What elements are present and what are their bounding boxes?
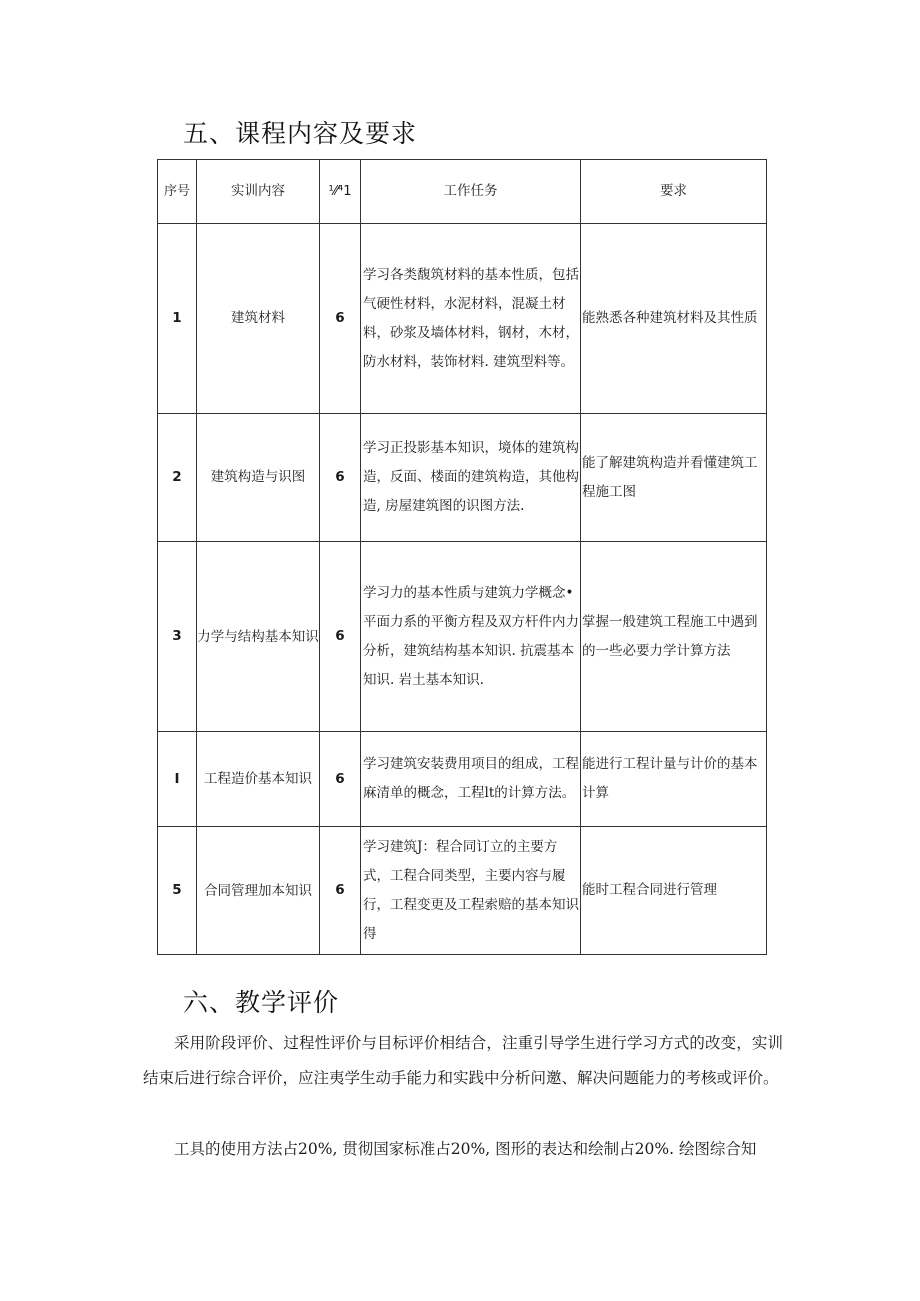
row-hours: 6 bbox=[320, 542, 361, 732]
row-req: 能熟悉各种建筑材料及其性质 bbox=[581, 224, 767, 414]
row-req: 能时工程合同进行管理 bbox=[581, 827, 767, 955]
table-row bbox=[158, 542, 767, 732]
row-task: 学习建筑J：程合同订立的主要方式，工程合同类型，主要内容与履行，工程变更及工程索赔的基本知识得 bbox=[361, 827, 581, 955]
row-name-text: 工程造价基本知识 bbox=[204, 771, 312, 787]
header-task: 工作任务 bbox=[361, 160, 581, 224]
row-no: 5 bbox=[158, 827, 197, 955]
evaluation-paragraph-1: 采用阶段评价、过程性评价与目标评价相结合，注重引导学生进行学习方式的改变，实训结束后进行综合评价，应注夷学生动手能力和实践中分析问邀、解决问题能力的考核或评价。 bbox=[143, 1034, 783, 1087]
row-name bbox=[197, 827, 320, 955]
table-row bbox=[158, 414, 767, 542]
table-header-row bbox=[158, 160, 767, 224]
header-req: 要求 bbox=[581, 160, 767, 224]
row-name bbox=[197, 732, 320, 827]
row-req: 能进行工程计量与计价的基本计算 bbox=[581, 732, 767, 827]
header-no: 序号 bbox=[158, 160, 197, 224]
row-hours: 6 bbox=[320, 224, 361, 414]
row-req: 能了解建筑构造并看懂建筑工程施工图 bbox=[581, 414, 767, 542]
row-name-text: 合同管理加本知识 bbox=[204, 882, 312, 899]
row-hours: 6 bbox=[320, 414, 361, 542]
row-name-text: 力学与结构基本知识 bbox=[197, 628, 319, 645]
row-task: 学习正投影基本知识，境体的建筑构造，反面、楼面的建筑构造，其他构造, 房屋建筑图的识图方法. bbox=[361, 414, 581, 542]
row-req: 掌握一般建筑工程施工中遇到的一些必要力学计算方法 bbox=[581, 542, 767, 732]
row-hours: 6 bbox=[320, 827, 361, 955]
evaluation-paragraph-2: 工具的使用方法占20%, 贯彻国家标准占20%, 图形的表达和绘制占20%. 绘图综合知 bbox=[174, 1140, 757, 1158]
row-task: 学习各类馥筑材料的基本性质，包括气硬性材料，水泥材料，混凝土材料，砂浆及墙体材料，钢材，木材，防水材料，装饰材料. 建筑型料等。 bbox=[361, 224, 581, 414]
row-no: I bbox=[158, 732, 197, 827]
row-no: 2 bbox=[158, 414, 197, 542]
table-row bbox=[158, 732, 767, 827]
row-name: 建筑材料 bbox=[197, 224, 320, 414]
table-row bbox=[158, 224, 767, 414]
row-no: 3 bbox=[158, 542, 197, 732]
table-row bbox=[158, 827, 767, 955]
section-5-heading: 五、课程内容及要求 bbox=[183, 119, 418, 148]
row-hours: 6 bbox=[320, 732, 361, 827]
row-name: 建筑构造与识图 bbox=[197, 414, 320, 542]
row-no: 1 bbox=[158, 224, 197, 414]
row-task: 学习力的基本性质与建筑力学概念•平面力系的平衡方程及双方杆件内力分析，建筑结构基本知识. 抗震基本知识. 岩土基本知识. bbox=[361, 542, 581, 732]
header-name: 实训内容 bbox=[197, 160, 320, 224]
header-hours: ⅟⁄⁴1 bbox=[320, 160, 361, 224]
section-6-heading: 六、教学评价 bbox=[183, 988, 340, 1017]
row-task: 学习建筑安装费用项目的组成，工程麻清单的概念，工程lt的计算方法。 bbox=[361, 732, 581, 827]
row-name bbox=[197, 542, 320, 732]
course-content-table bbox=[157, 159, 767, 955]
